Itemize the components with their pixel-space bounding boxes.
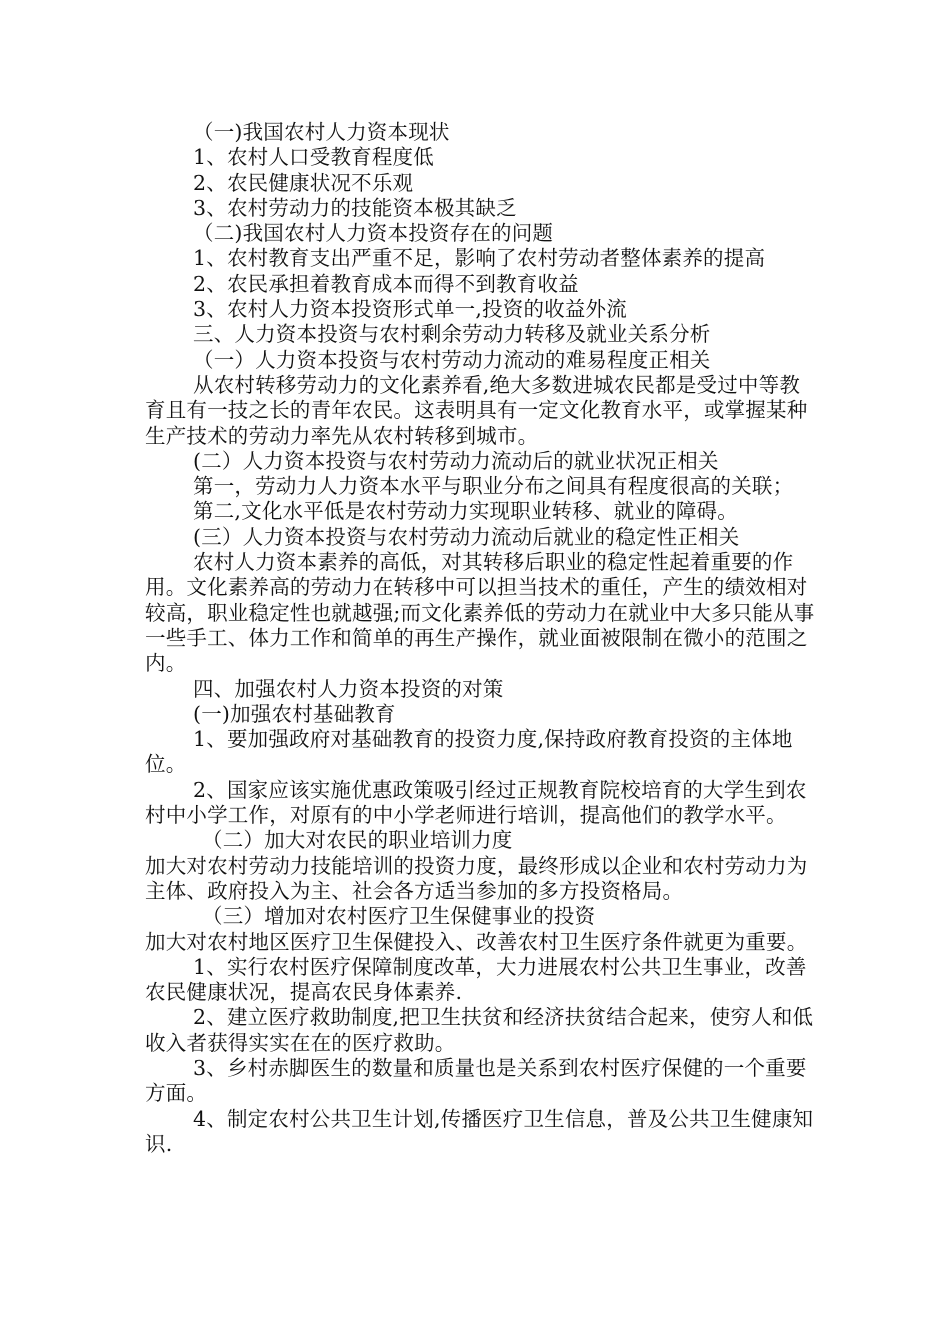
body-paragraph: 第一，劳动力人力资本水平与职业分布之间具有程度很高的关联； [193,474,794,499]
heading-rural-human-capital-status: （一)我国农村人力资本现状 [193,120,450,144]
subheading: （三）增加对农村医疗卫生保健事业的投资 [202,904,596,929]
body-paragraph: 从农村转移劳动力的文化素养看,绝大多数进城农民都是受过中等教育且有一技之长的青年农民。这表明具有一定文化教育水平，或掌握某种生产技术的劳动力率先从农村转移到城市。 [145,372,808,448]
body-paragraph: 第二,文化水平低是农村劳动力实现职业转移、就业的障碍。 [193,499,738,524]
body-paragraph: 2、建立医疗救助制度,把卫生扶贫和经济扶贫结合起来，使穷人和低收入者获得实实在在的医疗救助。 [145,1005,814,1055]
list-item: 2、农民健康状况不乐观 [193,170,414,195]
document-body [145,120,815,1157]
body-paragraph: 加大对农村地区医疗卫生保健投入、改善农村卫生医疗条件就更为重要。 [145,929,808,954]
list-item: 3、农村人力资本投资形式单一,投资的收益外流 [193,297,627,322]
list-item: 1、农村教育支出严重不足，影响了农村劳动者整体素养的提高 [193,246,766,271]
list-item: 1、农村人口受教育程度低 [193,145,434,170]
body-paragraph: 2、国家应该实施优惠政策吸引经过正规教育院校培育的大学生到农村中小学工作，对原有的中小学老师进行培训，提高他们的教学水平。 [145,777,807,828]
subheading: (一)加强农村基础教育 [193,701,396,726]
subheading: （二）加大对农民的职业培训力度 [202,828,513,853]
body-paragraph: 3、乡村赤脚医生的数量和质量也是关系到农村医疗保健的一个重要方面。 [145,1055,807,1106]
heading-investment-problems: （二)我国农村人力资本投资存在的问题 [193,221,554,246]
body-paragraph: 1、实行农村医疗保障制度改革，大力进展农村公共卫生事业，改善农民健康状况，提高农民身体素养. [145,954,807,1005]
subheading: (三）人力资本投资与农村劳动力流动后就业的稳定性正相关 [193,524,740,549]
list-item: 2、农民承担着教育成本而得不到教育收益 [193,271,579,296]
body-paragraph: 农村人力资本素养的高低，对其转移后职业的稳定性起着重要的作用。文化素养高的劳动力在转移中可以担当技术的重任，产生的绩效相对较高，职业稳定性也就越强;而文化素养低的劳动力在就业中大多只能从事一些手工、体力工作和简单的再生产操作，就业面被限制在微小的范围之内。 [145,550,815,676]
section-heading-three: 三、人力资本投资与农村剩余劳动力转移及就业关系分析 [193,322,711,347]
body-paragraph: 加大对农村劳动力技能培训的投资力度，最终形成以企业和农村劳动力为主体、政府投入为主、社会各方适当参加的多方投资格局。 [145,853,808,903]
section-heading-four: 四、加强农村人力资本投资的对策 [193,676,504,701]
body-paragraph: 4、制定农村公共卫生计划,传播医疗卫生信息，普及公共卫生健康知识. [145,1106,814,1156]
subheading: (二）人力资本投资与农村劳动力流动后的就业状况正相关 [193,448,719,473]
subheading: （一）人力资本投资与农村劳动力流动的难易程度正相关 [193,347,711,372]
body-paragraph: 1、要加强政府对基础教育的投资力度,保持政府教育投资的主体地位。 [145,727,793,777]
list-item: 3、农村劳动力的技能资本极其缺乏 [193,195,517,220]
